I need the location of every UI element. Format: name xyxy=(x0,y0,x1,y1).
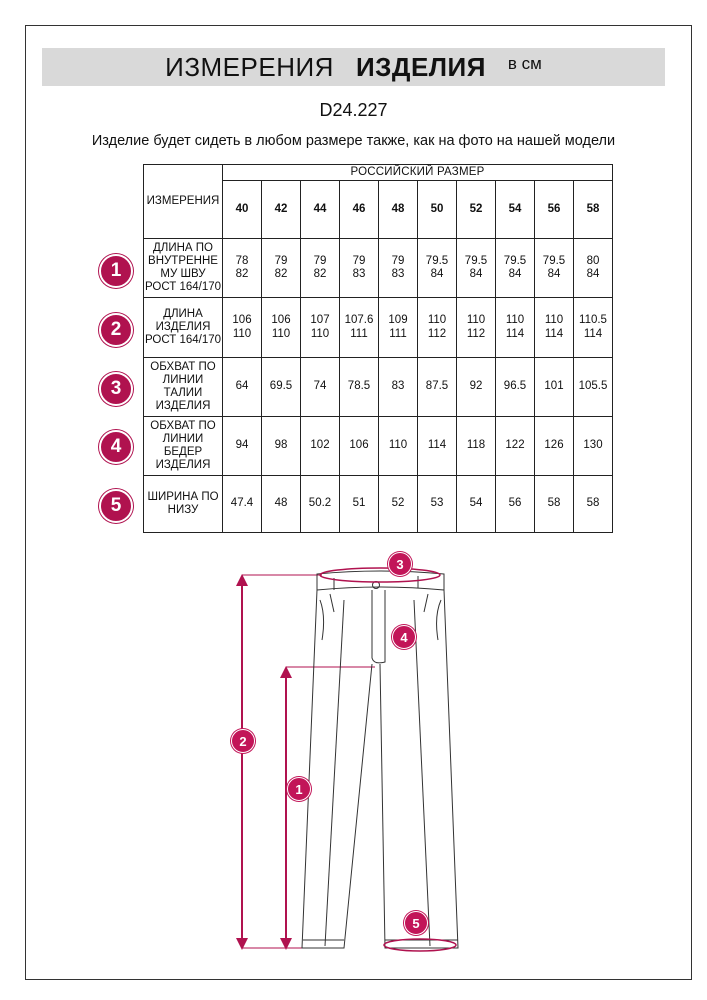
measurement-value: 106 xyxy=(340,417,379,476)
diagram-marker-3: 3 xyxy=(388,552,412,576)
measurement-value: 110 xyxy=(379,417,418,476)
measurement-value: 105.5 xyxy=(574,358,613,417)
size-header-40: 40 xyxy=(223,181,262,239)
corner-label: ИЗМЕРЕНИЯ xyxy=(144,165,223,239)
measurement-value: 79.5 84 xyxy=(535,239,574,298)
row-number-badge: 4 xyxy=(99,430,133,464)
measurement-value: 78.5 xyxy=(340,358,379,417)
size-header-46: 46 xyxy=(340,181,379,239)
measurement-value: 83 xyxy=(379,358,418,417)
article-number: D24.227 xyxy=(319,100,388,120)
measurement-value: 52 xyxy=(379,476,418,533)
measurement-value: 130 xyxy=(574,417,613,476)
measurement-label: ДЛИНА ИЗДЕЛИЯ РОСТ 164/170 xyxy=(144,298,223,358)
title-unit: в см xyxy=(507,54,542,73)
size-header-50: 50 xyxy=(418,181,457,239)
measurement-value: 106 110 xyxy=(223,298,262,358)
size-header-54: 54 xyxy=(496,181,535,239)
measurement-value: 54 xyxy=(457,476,496,533)
measurement-value: 69.5 xyxy=(262,358,301,417)
size-header-52: 52 xyxy=(457,181,496,239)
size-header-42: 42 xyxy=(262,181,301,239)
measurement-value: 58 xyxy=(535,476,574,533)
measurement-value: 64 xyxy=(223,358,262,417)
size-header-48: 48 xyxy=(379,181,418,239)
measurement-label: ДЛИНА ПО ВНУТРЕННЕ МУ ШВУ РОСТ 164/170 xyxy=(144,239,223,298)
measurement-value: 87.5 xyxy=(418,358,457,417)
measurement-value: 48 xyxy=(262,476,301,533)
size-header-44: 44 xyxy=(301,181,340,239)
measurement-value: 107 110 xyxy=(301,298,340,358)
measurement-value: 79 82 xyxy=(262,239,301,298)
measurement-value: 56 xyxy=(496,476,535,533)
measurement-value: 94 xyxy=(223,417,262,476)
measurement-value: 110 114 xyxy=(496,298,535,358)
hem-measure-loop xyxy=(384,939,456,951)
measurement-value: 118 xyxy=(457,417,496,476)
measurement-value: 101 xyxy=(535,358,574,417)
measurement-value: 96.5 xyxy=(496,358,535,417)
measurement-value: 47.4 xyxy=(223,476,262,533)
measurement-label: ОБХВАТ ПО ЛИНИИ ТАЛИИ ИЗДЕЛИЯ xyxy=(144,358,223,417)
measurement-value: 98 xyxy=(262,417,301,476)
measurement-value: 110.5 114 xyxy=(574,298,613,358)
measurement-value: 74 xyxy=(301,358,340,417)
measurement-value: 106 110 xyxy=(262,298,301,358)
waist-measure-loop xyxy=(320,568,440,582)
measurement-value: 122 xyxy=(496,417,535,476)
measurement-value: 110 112 xyxy=(418,298,457,358)
measurement-value: 79 82 xyxy=(301,239,340,298)
measurement-value: 79.5 84 xyxy=(496,239,535,298)
measurement-value: 109 111 xyxy=(379,298,418,358)
measurement-value: 53 xyxy=(418,476,457,533)
measurement-value: 102 xyxy=(301,417,340,476)
measurement-value: 126 xyxy=(535,417,574,476)
measurement-value: 110 114 xyxy=(535,298,574,358)
measurement-value: 79.5 84 xyxy=(418,239,457,298)
measurement-value: 78 82 xyxy=(223,239,262,298)
measurement-value: 107.6 111 xyxy=(340,298,379,358)
measurement-value: 58 xyxy=(574,476,613,533)
measurement-label: ОБХВАТ ПО ЛИНИИ БЕДЕР ИЗДЕЛИЯ xyxy=(144,417,223,476)
row-number-badge: 1 xyxy=(99,254,133,288)
measurement-value: 79 83 xyxy=(340,239,379,298)
measurement-value: 51 xyxy=(340,476,379,533)
diagram-marker-1: 1 xyxy=(287,777,311,801)
measurement-label: ШИРИНА ПО НИЗУ xyxy=(144,476,223,533)
row-number-badge: 5 xyxy=(99,489,133,523)
measurement-value: 92 xyxy=(457,358,496,417)
trousers-outline xyxy=(302,571,458,948)
size-header-56: 56 xyxy=(535,181,574,239)
size-system-header: РОССИЙСКИЙ РАЗМЕР xyxy=(223,165,613,181)
diagram-marker-5: 5 xyxy=(404,911,428,935)
fit-note: Изделие будет сидеть в любом размере также, как на фото на нашей модели xyxy=(91,133,616,149)
measurement-value: 110 112 xyxy=(457,298,496,358)
size-header-58: 58 xyxy=(574,181,613,239)
diagram-marker-2: 2 xyxy=(231,729,255,753)
title-part-2: ИЗДЕЛИЯ xyxy=(355,51,486,82)
title-part-1: ИЗМЕРЕНИЯ xyxy=(165,51,334,82)
row-number-badge: 2 xyxy=(99,313,133,347)
measurement-value: 79 83 xyxy=(379,239,418,298)
measurement-value: 114 xyxy=(418,417,457,476)
row-number-badge: 3 xyxy=(99,372,133,406)
measurement-value: 80 84 xyxy=(574,239,613,298)
measurement-value: 50.2 xyxy=(301,476,340,533)
diagram-marker-4: 4 xyxy=(392,625,416,649)
measurement-value: 79.5 84 xyxy=(457,239,496,298)
